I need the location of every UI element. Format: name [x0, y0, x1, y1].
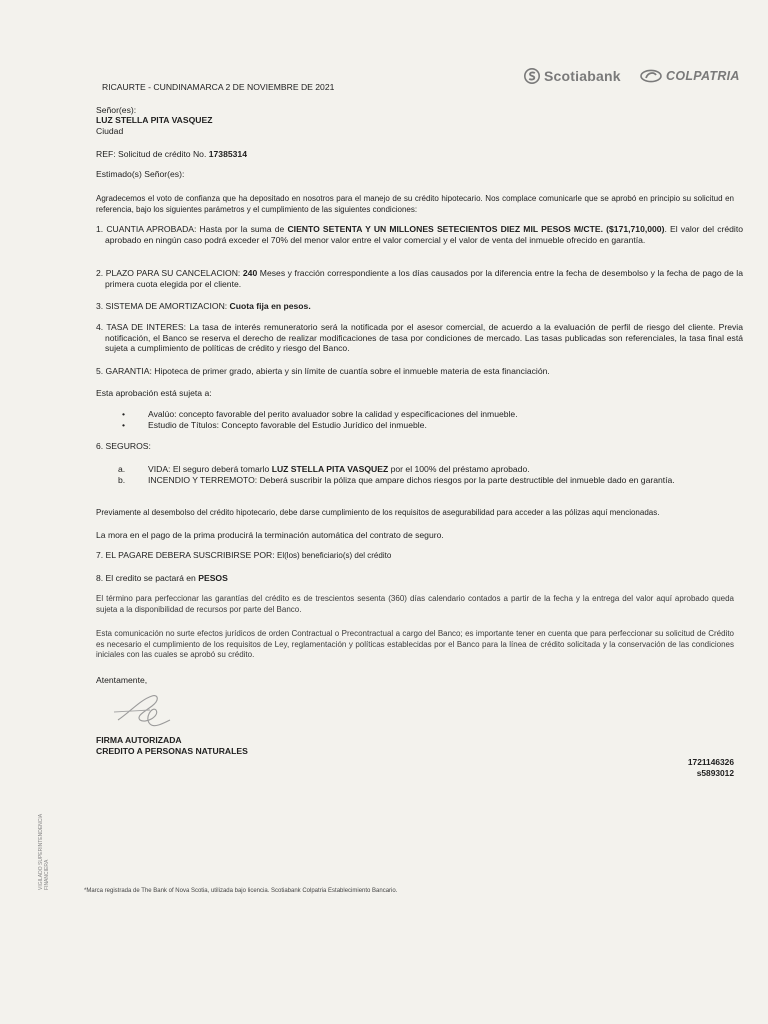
reference-line — [96, 149, 247, 160]
legal-paragraph: Esta comunicación no surte efectos jurídicos de orden Contractual o Precontractual a cargo del Banco; es importante tener en cuenta que para perfeccionar su solicitud de Crédito es necesario el cumplimiento de los requisitos de Ley, reglamentación y políticas establecidas por el Banco para la línea de crédito solicitada y la conservación de las condiciones iniciales con las cuales se aprobó su crédito. — [96, 629, 734, 659]
insurance-life-text — [148, 464, 734, 475]
bullet-appraisal-text: Avalúo: concepto favorable del perito avaluador sobre la calidad y especificaciones del inmueble. — [148, 409, 518, 419]
place-date: RICAURTE - CUNDINAMARCA 2 DE NOVIEMBRE DE 2021 — [102, 82, 335, 92]
intro-paragraph: Agradecemos el voto de confianza que ha depositado en nosotros para el manejo de su crédito hipotecario. Nos complace comunicarle que se aprobó en principio su solicitud en referencia, bajo los siguientes parámetros y el cumplimiento de las siguientes condiciones: — [96, 194, 734, 214]
item-amortization — [96, 301, 734, 312]
colpatria-logo — [640, 66, 740, 86]
insurance-life-rest: por el 100% del préstamo aprobado. — [388, 464, 530, 474]
reference-number: 17385314 — [208, 149, 247, 159]
closing: Atentamente, — [96, 675, 148, 685]
code-1: 1721146326 — [687, 757, 734, 767]
vigilado-stamp: VIGILADO SUPERINTENDENCIA FINANCIERA — [38, 814, 50, 890]
prev-disbursement-note: Previamente al desembolso del crédito hipotecario, debe darse cumplimiento de los requisitos de asegurabilidad para acceder a las pólizas aquí mencionadas. — [96, 508, 660, 517]
item-pagare — [96, 550, 391, 562]
scotiabank-logo — [524, 66, 621, 86]
bullet-title-study-text: Estudio de Títulos: Concepto favorable del Estudio Jurídico del inmueble. — [148, 420, 427, 430]
insurance-life-prefix: VIDA: El seguro deberá tomarlo — [148, 464, 272, 474]
item-guarantee: 5. GARANTIA: Hipoteca de primer grado, abierta y sin límite de cuantía sobre el inmueble materia de esta financiación. — [96, 366, 550, 376]
reference-label: REF: Solicitud de crédito No. — [96, 149, 209, 159]
insurance-fire — [118, 475, 734, 486]
scotiabank-s-icon — [524, 68, 540, 84]
item-interest-rate: 4. TASA DE INTERES: La tasa de interés remuneratorio será la notificada por el asesor comercial, de acuerdo a la evaluación de perfil de riesgo del cliente. Previa notificación, el Banco se reserva el derecho de realizar modificaciones de tasa por condiciones de mercado. Las tasas publicadas son referenciales, la tasa final está sujeta a cumplimiento de políticas de crédito y riesgo del Banco. — [96, 322, 743, 353]
scotiabank-logo-text: Scotiabank — [544, 68, 621, 84]
insurance-heading: 6. SEGUROS: — [96, 441, 151, 451]
item1-label: 1. CUANTIA APROBADA: Hasta por la suma de — [96, 224, 288, 234]
bullet-dot-icon: • — [122, 420, 126, 430]
currency-label: 8. El credito se pactará en — [96, 573, 199, 583]
bullet-appraisal — [122, 409, 722, 420]
term-paragraph: El término para perfeccionar las garantías del crédito es de trescientos sesenta (360) días calendario contados a partir de la fecha y la entrega del valor aquí aprobado queda sujeta a la disponibilidad de recursos por parte del Banco. — [96, 594, 734, 614]
colpatria-logo-text: COLPATRIA — [666, 69, 740, 83]
greeting: Estimado(s) Señor(es): — [96, 169, 185, 179]
insurance-life-label: a. — [118, 464, 126, 474]
item-currency — [96, 573, 228, 584]
insurance-life — [118, 464, 734, 475]
bullet-title-study — [122, 420, 722, 431]
item3-value: Cuota fija en pesos. — [229, 301, 311, 311]
pagare-value: El(los) beneficiario(s) del crédito — [277, 551, 392, 560]
salutation-label: Señor(es): — [96, 105, 137, 115]
handwritten-signature — [110, 690, 180, 732]
late-payment-note: La mora en el pago de la prima producirá la terminación automática del contrato de seguro. — [96, 530, 444, 540]
colpatria-swirl-icon — [640, 69, 662, 83]
insurance-fire-text: INCENDIO Y TERREMOTO: Deberá suscribir la póliza que ampare dichos riesgos por la parte destructible del inmueble dado en garantía. — [148, 475, 675, 485]
subject-heading: Esta aprobación está sujeta a: — [96, 388, 212, 398]
currency-value: PESOS — [198, 573, 228, 583]
bullet-dot-icon: • — [122, 409, 126, 419]
item2-months: 240 — [242, 268, 258, 278]
item-term — [96, 268, 743, 289]
trademark-footer: *Marca registrada de The Bank of Nova Scotia, utilizada bajo licencia. Scotiabank Colpatria Establecimiento Bancario. — [84, 888, 398, 894]
item1-rest: . El valor del crédito aprobado en ningún caso podrá exceder el 70% del menor valor entre el valor comercial y el valor de venta del inmueble ofrecido en garantía. — [105, 224, 743, 245]
insurance-fire-label: b. — [118, 475, 126, 485]
pagare-label: 7. EL PAGARE DEBERA SUSCRIBIRSE POR: — [96, 550, 278, 560]
recipient-city: Ciudad — [96, 126, 124, 136]
item1-amount: CIENTO SETENTA Y UN MILLONES SETECIENTOS DIEZ MIL PESOS M/CTE. ($171,710,000) — [287, 224, 665, 234]
recipient-name: LUZ STELLA PITA VASQUEZ — [96, 115, 213, 125]
signature-title: FIRMA AUTORIZADA — [96, 735, 182, 745]
item3-label: 3. SISTEMA DE AMORTIZACION: — [96, 301, 230, 311]
item-approved-amount — [96, 224, 743, 245]
item2-label: 2. PLAZO PARA SU CANCELACION: — [96, 268, 243, 278]
code-2: s5893012 — [696, 768, 734, 778]
insurance-life-name: LUZ STELLA PITA VASQUEZ — [271, 464, 389, 474]
item2-rest: Meses y fracción correspondiente a los días causados por la diferencia entre la fecha de desembolso y la fecha de pago de la primera cuota elegida por el cliente. — [105, 268, 743, 289]
signature-department: CREDITO A PERSONAS NATURALES — [96, 746, 248, 756]
reference-codes — [688, 757, 734, 779]
